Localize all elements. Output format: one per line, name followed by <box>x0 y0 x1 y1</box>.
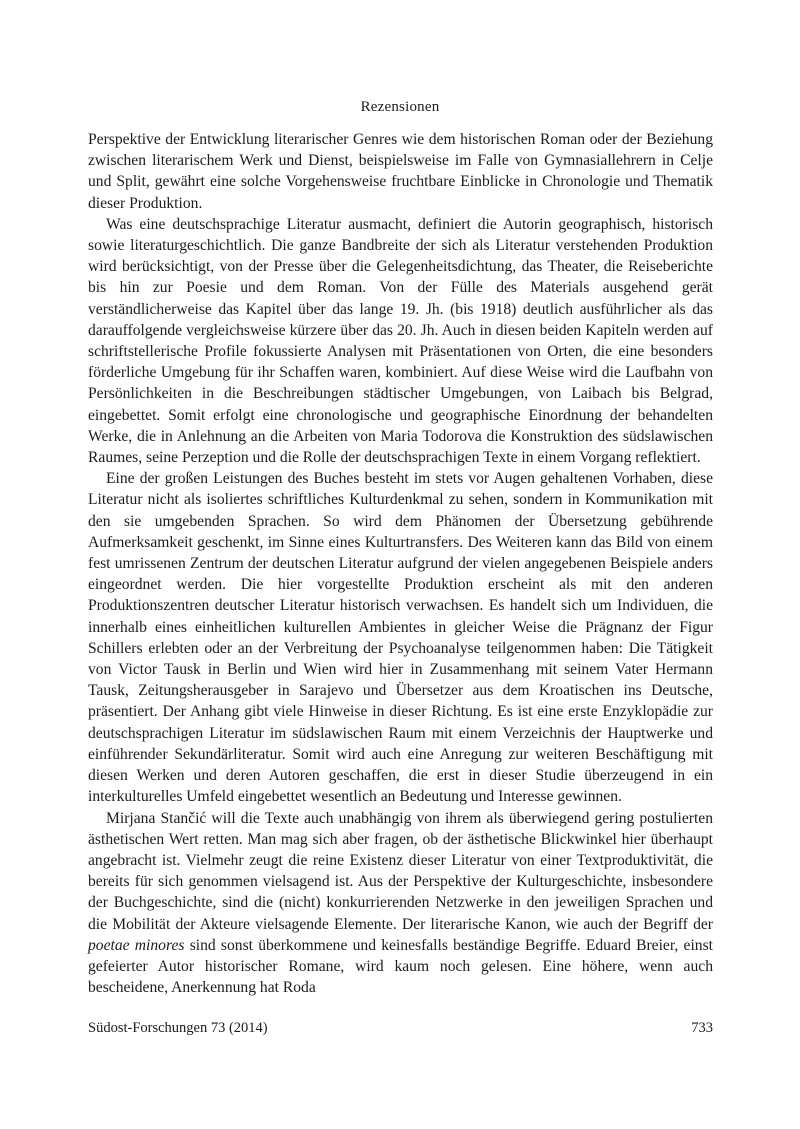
main-text <box>88 129 713 998</box>
paragraph-3: Eine der großen Leistungen des Buches besteht im stets vor Augen gehaltenen Vorhaben, diese Literatur nicht als isoliertes schriftliches Kulturdenkmal zu sehen, sondern in Kommunikation mit den sie umgebenden Sprachen. So wird dem Phänomen der Übersetzung gebührende Aufmerksamkeit geschenkt, im Sinne eines Kulturtransfers. Des Weiteren kann das Bild von einem fest umrissenen Zentrum der deutschen Literatur aufgrund der vielen angegebenen Beispiele anders eingeordnet werden. Die hier vorgestellte Produktion erscheint als mit den anderen Produktionszentren deutscher Literatur historisch verwachsen. Es handelt sich um Individuen, die innerhalb eines einheitlichen kulturellen Ambientes in gleicher Weise die Prägnanz der Figur Schillers erlebten oder an der Verbreitung der Psychoanalyse teilgenommen haben: Die Tätigkeit von Victor Tausk in Berlin und Wien wird hier in Zusammenhang mit seinem Vater Hermann Tausk, Zeitungsherausgeber in Sarajevo und Übersetzer aus dem Kroatischen ins Deutsche, präsentiert. Der Anhang gibt viele Hinweise in dieser Richtung. Es ist eine erste Enzyklopädie zur deutschsprachigen Literatur im südslawischen Raum mit einem Verzeichnis der Hauptwerke und einführender Sekundärliteratur. Somit wird auch eine Anregung zur weiteren Beschäftigung mit diesen Werken und deren Autoren geschaffen, die erst in dieser Studie überzeugend in ein interkulturelles Umfeld eingebettet wesentlich an Bedeutung und Interesse gewinnen. <box>88 470 713 806</box>
paragraph-4-text-before: Mirjana Stančić will die Texte auch unabhängig von ihrem als überwiegend gering postulierten ästhetischen Wert retten. Man mag sich aber fragen, ob der ästhetische Blickwinkel hier überhaupt angebracht ist. Vielmehr zeugt die reine Existenz dieser Literatur von einer Textproduktivität, die bereits für sich genommen vielsagend ist. Aus der Perspektive der Kulturgeschichte, insbesondere der Buchgeschichte, sind die (nicht) konkurrierenden Netzwerke in den jeweiligen Sprachen und die Mobilität der Akteure vielsagende Elemente. Der literarische Kanon, wie auch der Begriff der <box>88 809 713 933</box>
journal-citation: Südost-Forschungen 73 (2014) <box>88 1020 268 1036</box>
page-footer <box>88 1020 713 1037</box>
paragraph-4 <box>88 808 713 999</box>
paragraph-4-text-after: sind sonst überkommene und keinesfalls beständige Begriffe. Eduard Breier, einst gefeierter Autor historischer Romane, wird kaum noch gelesen. Eine höhere, wenn auch bescheidene, Anerkennung hat Roda <box>88 936 713 997</box>
paragraph-2: Was eine deutschsprachige Literatur ausmacht, definiert die Autorin geographisch, historisch sowie literaturgeschichtlich. Die ganze Bandbreite der sich als Literatur verstehenden Produktion wird berücksichtigt, von der Presse über die Gelegenheitsdichtung, das Theater, die Reiseberichte bis hin zur Poesie und dem Roman. Von der Fülle des Materials ausgehend gerät verständlicherweise das Kapitel über das lange 19. Jh. (bis 1918) deutlich ausführlicher als das darauffolgende vergleichsweise kürzere über das 20. Jh. Auch in diesen beiden Kapiteln werden auf schriftstellerische Profile fokussierte Analysen mit Präsentationen von Orten, die eine besonders förderliche Umgebung für ihr Schaffen waren, kombiniert. Auf diese Weise wird die Laufbahn von Persönlichkeiten in die Beschreibungen städtischer Umgebungen, von Laibach bis Belgrad, eingebettet. Somit erfolgt eine chronologische und geographische Einordnung der behandelten Werke, die in Anlehnung an die Arbeiten von Maria Todorova die Konstruktion des südslawischen Raumes, seine Perzeption und die Rolle der deutschsprachigen Texte in einem Vorgang reflektiert. <box>88 215 713 467</box>
paragraph-4-italic-term: poetae minores <box>88 936 185 954</box>
paragraph-1: Perspektive der Entwicklung literarischer Genres wie dem historischen Roman oder der Beziehung zwischen literarischem Werk und Dienst, beispielsweise im Falle von Gymnasiallehrern in Celje und Split, gewährt eine solche Vorgehensweise fruchtbare Einblicke in Chronologie und Thematik dieser Produktion. <box>88 131 713 212</box>
running-header: Rezensionen <box>360 99 440 115</box>
page-number: 733 <box>691 1020 713 1036</box>
